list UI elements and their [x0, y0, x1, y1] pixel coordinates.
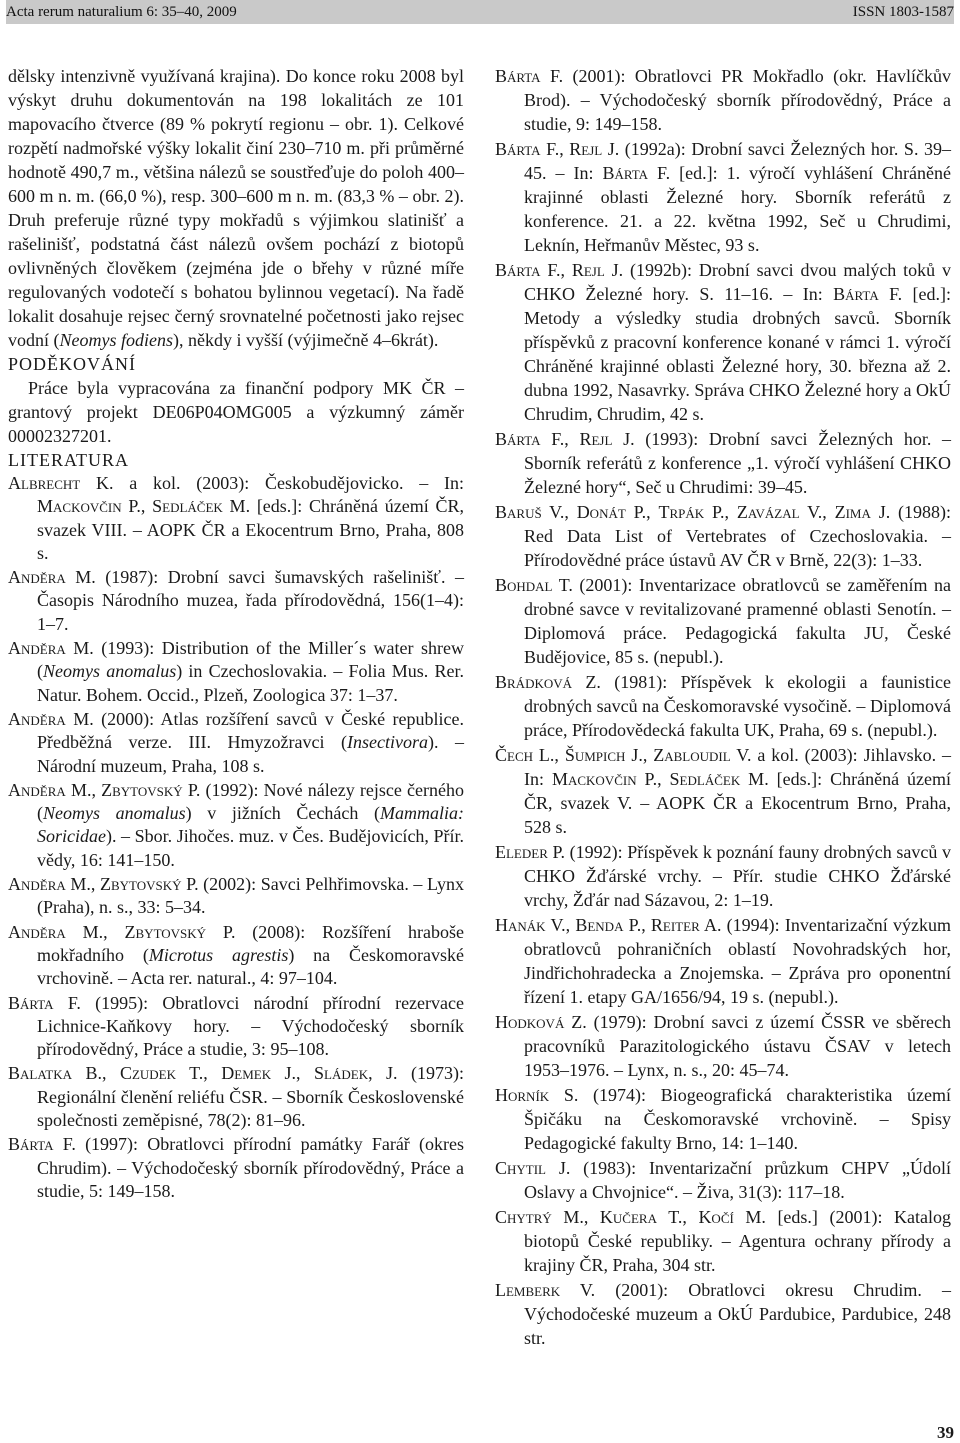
reference-text: B.,	[72, 1063, 120, 1084]
reference-text: F. [ed.]: Metody a výsledky studia drobných savců. Sborník příspěvků z pracovní konference konané v rámci 1. výročí Chráněné krajinné oblasti Železné hory, 30. března až 2. dubna 1992, Nasavrky. Správa CHKO Železné hory a OkÚ Chrudim, Chrudim, 42 s.	[524, 284, 951, 424]
reference-text: F.,	[540, 260, 572, 280]
reference-text: F.,	[540, 429, 580, 449]
acknowledgements-text: Práce byla vypracována za finanční podpory MK ČR – grantový projekt DE06P04OMG005 a výzkumný záměr 00002327201.	[8, 378, 464, 446]
reference-text: ). – Národní muzeum, Praha, 108 s.	[37, 732, 464, 776]
reference-entry	[8, 779, 464, 872]
reference-entry	[495, 1278, 951, 1350]
reference-author: Anděra	[8, 779, 66, 800]
reference-text: P.,	[625, 502, 659, 522]
reference-text: M.,	[551, 1207, 600, 1227]
reference-author: Balatka	[8, 1063, 72, 1084]
reference-text: P.,	[623, 915, 651, 935]
reference-text: ). – Sbor. Jihočes. muz. v Čes. Budějovicích, Přír. vědy, 16: 141–150.	[37, 826, 464, 870]
reference-entry	[495, 258, 951, 426]
reference-text: Z. (1981): Příspěvek k ekologii a faunistice drobných savců na Českomoravské vysočině. – Diplomová práce, Přírodovědecká fakulta UK, Praha, 69 s. (nepubl.).	[524, 672, 951, 740]
reference-text: P. (1992): Nové nálezy rejsce černého (	[37, 779, 464, 824]
reference-text: M.,	[65, 921, 125, 942]
reference-author: Hanák	[495, 915, 546, 935]
reference-author: Sedláček	[152, 496, 223, 517]
species-name: Neomys fodiens	[59, 330, 173, 350]
running-head	[6, 0, 954, 24]
reference-text: J.,	[271, 1063, 315, 1084]
reference-italic: Microtus agrestis	[148, 944, 289, 965]
reference-text: M. [eds.]: Chráněná území ČR, svazek V. – AOPK ČR a Ekocentrum Brno, Praha, 528 s.	[524, 769, 952, 837]
reference-author: Zbytovský	[99, 874, 182, 895]
reference-text: ) v jižních Čechách (	[185, 803, 380, 824]
reference-text: F. (2001): Obratlovci PR Mokřadlo (okr. Havlíčkův Brod). – Východočeský sborník přírodovědný, Práce a studie, 9: 149–158.	[524, 66, 951, 134]
reference-entry	[8, 1133, 464, 1203]
reference-author: Bárta	[495, 260, 541, 280]
reference-text: J. (1988): Red Data List of Vertebrates of Czechoslovakia. – Přírodovědné práce ústavů AV ČR v Brně, 22(3): 1–33.	[524, 502, 952, 570]
reference-author: Albrecht	[8, 473, 81, 493]
reference-author: Demek	[221, 1063, 272, 1084]
reference-author: Rejl	[569, 139, 603, 159]
reference-author: Anděra	[8, 638, 66, 659]
reference-author: Čech	[495, 745, 534, 765]
reference-text: V.,	[799, 502, 835, 522]
reference-author: Reiter	[650, 915, 700, 935]
reference-entry	[8, 992, 464, 1062]
reference-author: Bárta	[495, 429, 541, 449]
reference-author: Zbytovský	[124, 921, 207, 942]
reference-author: Benda	[575, 915, 624, 935]
reference-italic: Neomys anomalus	[43, 661, 177, 682]
reference-text: T.,	[656, 1207, 699, 1227]
reference-entry	[8, 472, 464, 565]
reference-author: Baruš	[495, 502, 542, 522]
reference-author: Rejl	[571, 260, 605, 280]
reference-text: J. (1992b): Drobní savci dvou malých toků v CHKO Železné hory. S. 11–16. – In:	[524, 260, 951, 304]
reference-text: S. (1974): Biogeografická charakteristika území Špičáku na Českomoravské vrchovině. – Spisy Pedagogické fakulty Brno, 14: 1–140.	[524, 1085, 951, 1153]
issn: ISSN 1803-1587	[852, 4, 954, 20]
acknowledgements-heading: PODĚKOVÁNÍ	[8, 354, 136, 374]
reference-author: Donát	[576, 502, 626, 522]
reference-author: Bárta	[8, 1134, 54, 1155]
reference-author: Lemberk	[495, 1280, 561, 1300]
reference-text: T. (2001): Inventarizace obratlovců se zaměřením na drobné savce v revitalizované pramenné oblasti Senotín. – Diplomová práce. Pedagogická fakulta JU, České Budějovice, 85 s. (nepubl.).	[524, 575, 951, 667]
reference-entry	[495, 743, 951, 839]
reference-text: F. [ed.]: 1. výročí vyhlášení Chráněné krajinné oblasti Železné hory. Sborník referátů z konference. 21. a 22. května 1992, Seč u Chrudimi, Leknín, Heřmanův Městec, 93 s.	[524, 163, 951, 255]
reference-text: Z. (1979): Drobní savci z území ČSSR ve sběrech pracovníků Parazitologického ústavu ČSAV v letech 1953–1976. – Lynx, n. s., 20: 45–74.	[524, 1012, 951, 1080]
reference-text: M. [eds.]: Chráněná území ČR, svazek VIII. – AOPK ČR a Ekocentrum Brno, Praha, 808 s.	[37, 496, 464, 563]
reference-author: Šumpich	[564, 745, 626, 765]
reference-list-right	[495, 64, 951, 1350]
reference-entry	[8, 921, 464, 991]
reference-italic: Mammalia: Soricidae	[37, 803, 464, 847]
reference-text: F. (1995): Obratlovci národní přírodní rezervace Lichnice-Kaňkovy hory. – Východočeský sborník přírodovědný, Práce a studie, 3: 95–108.	[37, 992, 464, 1060]
reference-text: M.,	[65, 874, 100, 895]
reference-entry	[8, 637, 464, 707]
literature-heading: LITERATURA	[8, 450, 129, 470]
reference-text: J.,	[625, 745, 654, 765]
reference-author: Anděra	[8, 708, 66, 729]
reference-entry	[495, 137, 951, 257]
reference-author: Zima	[834, 502, 871, 522]
left-column	[8, 64, 464, 1204]
reference-author: Hodková	[495, 1012, 565, 1032]
reference-author: Zbytovský	[101, 779, 183, 800]
reference-text: V.,	[545, 915, 576, 935]
reference-author: Czudek	[119, 1063, 176, 1084]
reference-entry	[495, 840, 951, 912]
reference-text: P. (1992): Příspěvek k poznání fauny drobných savců v CHKO Žďárské vrchy. – Přír. studie CHKO Žďárské vrchy, Žďár nad Sázavou, 2: 1–19.	[524, 842, 951, 910]
reference-author: Kučera	[599, 1207, 657, 1227]
reference-text: , J. (1973): Regionální členění reliéfu ČSR. – Sborník Československé společnosti zeměpisné, 78(2): 81–96.	[37, 1063, 465, 1131]
reference-text: V. (2001): Obratlovci okresu Chrudim. – Východočeské muzeum a OkÚ Pardubice, Pardubice, 248 str.	[524, 1280, 951, 1348]
reference-entry	[495, 1205, 951, 1277]
reference-text: T.,	[176, 1063, 222, 1084]
reference-text: J. (1993): Drobní savci Železných hor. – Sborník referátů z konference „1. výročí vyhlášení CHKO Železné hory“, Seč u Chrudimi: 39–45.	[524, 429, 951, 497]
reference-author: Bárta	[833, 284, 879, 304]
right-column	[495, 64, 951, 1351]
reference-text: F. (1997): Obratlovci přírodní památky Farář (okres Chrudim). – Východočeský sborník přírodovědný, Práce a studie, 5: 149–158.	[37, 1134, 464, 1201]
reference-author: Rejl	[579, 429, 613, 449]
reference-entry	[495, 427, 951, 499]
reference-author: Mackovčin	[551, 769, 637, 789]
reference-text: M.,	[65, 779, 102, 800]
reference-text: V. a kol. (2003): Jihlavsko. – In:	[524, 745, 951, 789]
reference-italic: Neomys anomalus	[43, 803, 186, 824]
reference-entry	[8, 708, 464, 778]
reference-text: V.,	[541, 502, 577, 522]
reference-entry	[8, 1062, 464, 1132]
reference-text: M. (2000): Atlas rozšíření savců v České republice. Předběžná verze. III. Hmyzožravci (	[37, 708, 464, 753]
journal-citation: Acta rerum naturalium 6: 35–40, 2009	[6, 4, 237, 20]
reference-author: Anděra	[8, 874, 66, 895]
reference-author: Trpák	[658, 502, 705, 522]
reference-author: Zabloudil	[653, 745, 731, 765]
reference-entry	[495, 1010, 951, 1082]
reference-text: M. (1987): Drobní savci šumavských rašelinišť. – Časopis Národního muzea, řada přírodovědná, 156(1–4): 1–7.	[37, 567, 464, 634]
body-paragraph	[8, 64, 464, 352]
reference-entry	[495, 64, 951, 136]
reference-text: P. (2008): Rozšíření hraboše mokřadního (	[37, 921, 464, 965]
reference-text: M. (1993): Distribution of the Miller´s water shrew (	[37, 638, 464, 682]
body-text-part: dělsky intenzivně využívaná krajina). Do konce roku 2008 byl výskyt druhu dokumentován na 198 lokalitách ze 101 mapovacího čtverce (89 % pokrytí regionu – obr. 1). Celkové rozpětí nadmořské výšky lokalit činí 230–710 m. při průměrné hodnotě 490,7 m., většina nálezů se soustřeďuje do poloh 400–600 m n. m. (66,0 %), resp. 300–600 m n. m. (83,3 % – obr. 2). Druh preferuje různé typy mokřadů s výjimkou slatinišť a rašelinišť, podstatná část nálezů ovšem pochází z biotopů ovlivněných člověkem (zejména jde o břehy v různé míře regulovaných vodotečí s bohatou bylinnou vegetací). Na řadě lokalit dosahuje rejsec černý srovnatelné početnosti jako rejsec vodní (	[8, 66, 464, 350]
reference-author: Chytil	[495, 1158, 546, 1178]
reference-entry	[8, 566, 464, 636]
reference-entry	[495, 913, 951, 1009]
reference-text: P.,	[704, 502, 737, 522]
reference-entry	[495, 670, 951, 742]
reference-text: ) in Czechoslovakia. – Folia Mus. Rer. Natur. Bohem. Occid., Plzeň, Zoologica 37: 1–37.	[37, 661, 464, 705]
body-text-part: ), někdy i vyšší (výjimečně 4–6krát).	[172, 330, 439, 350]
reference-text: ) na Českomoravské vrchovině. – Acta rer. natural., 4: 97–104.	[37, 944, 464, 989]
reference-text: A. (1994): Inventarizační výzkum obratlovců pohraničních oblastí Novohradských hor, Jindřichohradecka a Znojemska. – Zpráva pro oponentní řízení 1. etapy GA/1656/94, 19 s. (nepubl.).	[524, 915, 952, 1007]
reference-author: Bohdal	[495, 575, 553, 595]
reference-text: J. (1992a): Drobní savci Železných hor. S. 39–45. – In:	[524, 139, 951, 183]
reference-author: Bárta	[8, 992, 54, 1013]
reference-entry	[495, 573, 951, 669]
reference-author: Horník	[495, 1085, 550, 1105]
reference-entry	[495, 1156, 951, 1204]
reference-author: Anděra	[8, 567, 66, 588]
reference-text: K. a kol. (2003): Českobudějovicko. – In:	[80, 473, 464, 493]
reference-italic: Insectivora	[346, 732, 428, 753]
reference-author: Zavázal	[736, 502, 800, 522]
reference-author: Brádková	[495, 672, 573, 692]
reference-author: Sládek	[314, 1063, 369, 1084]
reference-text: P. (2002): Savci Pelhřimovska. – Lynx (Praha), n. s., 33: 5–34.	[37, 874, 464, 918]
reference-author: Sedláček	[669, 769, 741, 789]
reference-author: Anděra	[8, 921, 66, 942]
reference-entry	[495, 1083, 951, 1155]
reference-author: Bárta	[495, 66, 541, 86]
reference-text: P.,	[121, 496, 153, 517]
reference-list-left	[8, 472, 464, 1203]
reference-text: F.,	[540, 139, 570, 159]
reference-author: Mackovčin	[37, 496, 122, 517]
reference-text: M. [eds.] (2001): Katalog biotopů České republiky. – Agentura ochrany přírody a krajiny ČR, Praha, 304 str.	[524, 1207, 951, 1275]
reference-text: J. (1983): Inventarizační průzkum CHPV „Údolí Oslavy a Chvojnice“. – Živa, 31(3): 117–18.	[524, 1158, 951, 1202]
reference-text: L.,	[533, 745, 565, 765]
reference-text: P.,	[636, 769, 670, 789]
reference-author: Chytrý	[495, 1207, 552, 1227]
reference-entry	[8, 873, 464, 920]
reference-author: Kočí	[698, 1207, 734, 1227]
reference-author: Bárta	[602, 163, 649, 183]
reference-author: Eleder	[495, 842, 548, 862]
page-number: 39	[937, 1423, 954, 1442]
reference-author: Bárta	[495, 139, 541, 159]
reference-entry	[495, 500, 951, 572]
